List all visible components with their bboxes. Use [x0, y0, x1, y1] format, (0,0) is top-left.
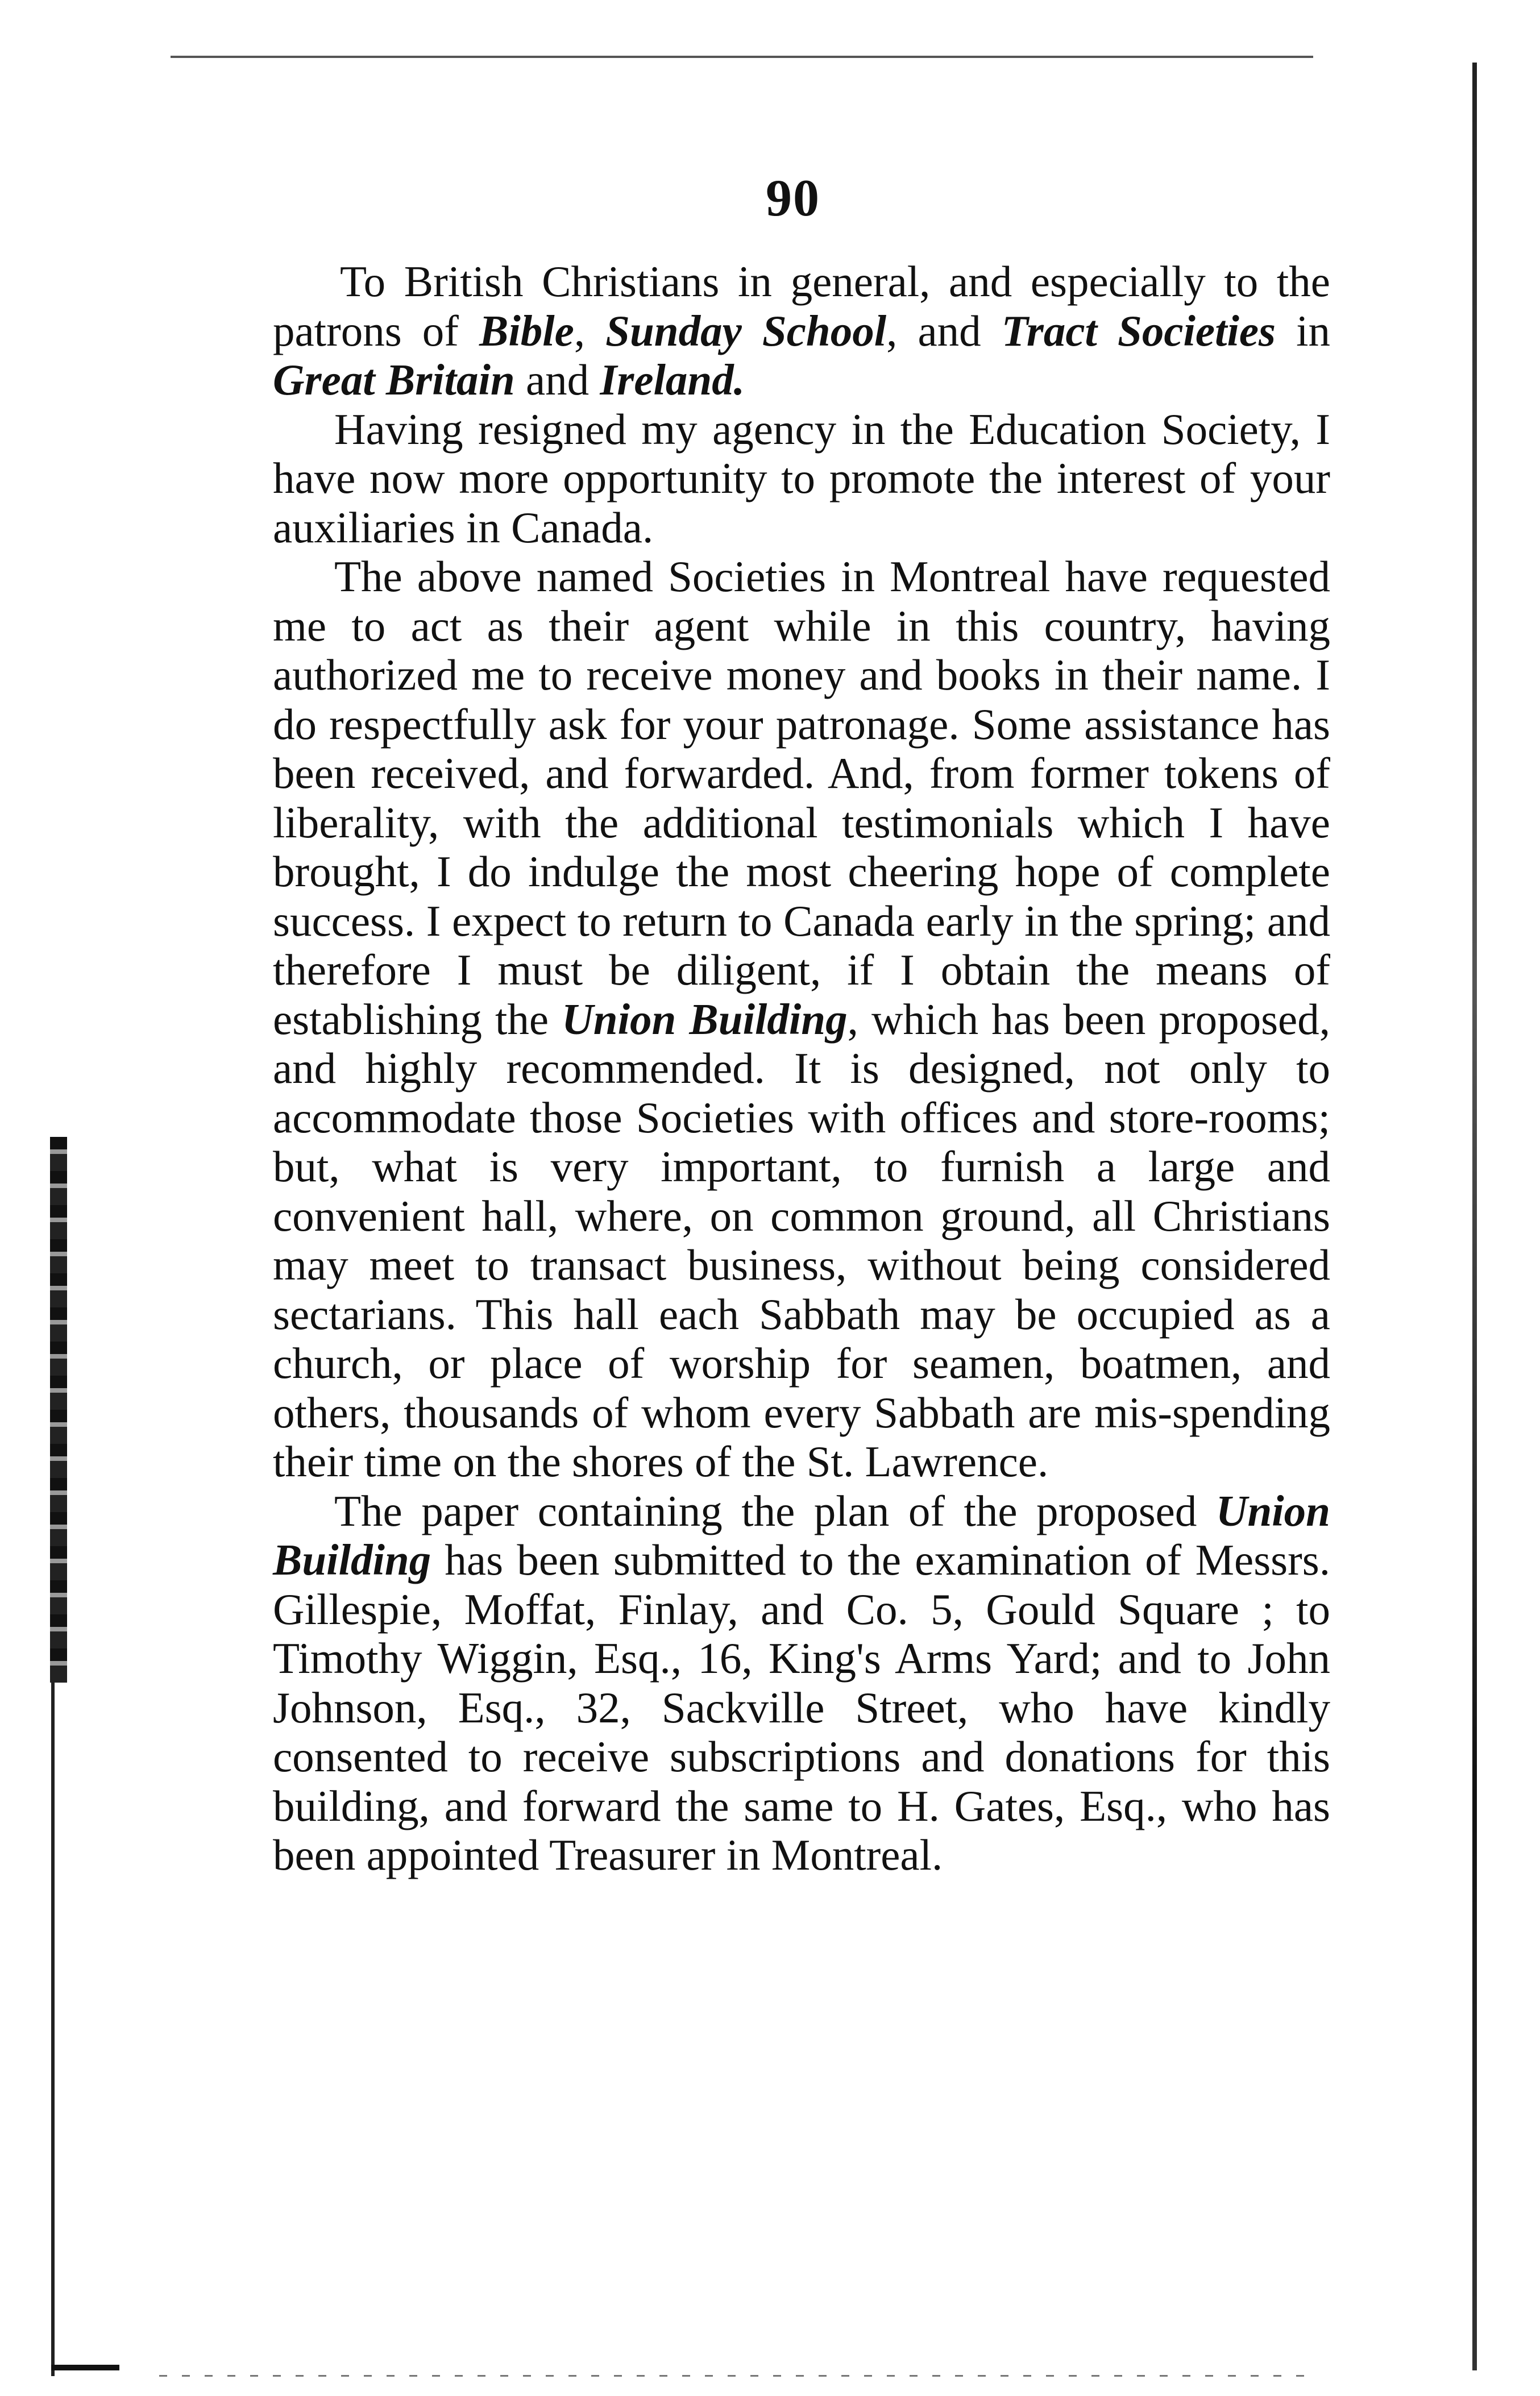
page-number: 90: [766, 169, 820, 227]
italic-run: Tract Societies: [1001, 306, 1276, 355]
italic-run: Union Building: [273, 1486, 1330, 1584]
italic-run: Union Building: [562, 994, 848, 1044]
text-run: The paper containing the plan of the proposed: [334, 1486, 1216, 1535]
text-run: ,: [574, 306, 606, 355]
scan-edge-left-lower: [51, 1677, 55, 2376]
text-run: Having resigned my agency in the Education Society, I have now more opportunity to promote the interest of your auxiliaries in Canada.: [273, 404, 1330, 552]
bottom-rule: [159, 2375, 1313, 2377]
scan-edge-left-foot: [51, 2365, 119, 2370]
italic-run: Great Britain: [273, 355, 515, 404]
scan-edge-right: [1472, 63, 1477, 2370]
text-run: The above named Societies in Montreal have requested me to act as their agent while in this country, having authorized me to receive money and books in their name. I do respectfully ask for your patronage. Some assistance has been received, and forwarded. And, from former tokens of liberality, with the additional testimonials which I have brought, I do indulge the most cheering hope of complete success. I expect to return to Canada early in the spring; and therefore I must be diligent, if I obtain the means of establishing the: [273, 552, 1330, 1044]
text-run: , which has been proposed, and highly recommended. It is designed, not only to accommodate those Societies with offices and store-rooms; but, what is very important, to furnish a large and convenient hall, where, on common ground, all Christians may meet to transact business, without being considered sectarians. This hall each Sabbath may be occupied as a church, or place of worship for seamen, boatmen, and others, thousands of whom every Sabbath are mis-spending their time on the shores of the St. Lawrence.: [273, 994, 1330, 1486]
paragraph: [273, 1486, 1330, 1880]
scan-edge-left: [50, 1137, 67, 1683]
italic-run: Sunday School: [605, 306, 887, 355]
text-run: in: [1276, 306, 1330, 355]
paragraph: [273, 257, 1330, 405]
italic-run: Ireland.: [600, 355, 745, 404]
text-run: and: [514, 355, 600, 404]
body-text: [273, 257, 1330, 1880]
text-run: has been submitted to the examination of Messrs. Gillespie, Moffat, Finlay, and Co. 5, Gould Square ; to Timothy Wiggin, Esq., 16, King's Arms Yard; and to John Johnson, Esq., 32, Sackville Street, who have kindly consented to receive subscriptions and donations for this building, and forward the same to H. Gates, Esq., who has been appointed Treasurer in Montreal.: [273, 1535, 1330, 1879]
italic-run: Bible: [479, 306, 574, 355]
top-rule: [171, 56, 1313, 58]
paragraph: [273, 552, 1330, 1486]
text-run: , and: [886, 306, 1002, 355]
paragraph: [273, 405, 1330, 553]
text-run: To British Christians in general, and especially to the patrons of: [273, 257, 1330, 355]
